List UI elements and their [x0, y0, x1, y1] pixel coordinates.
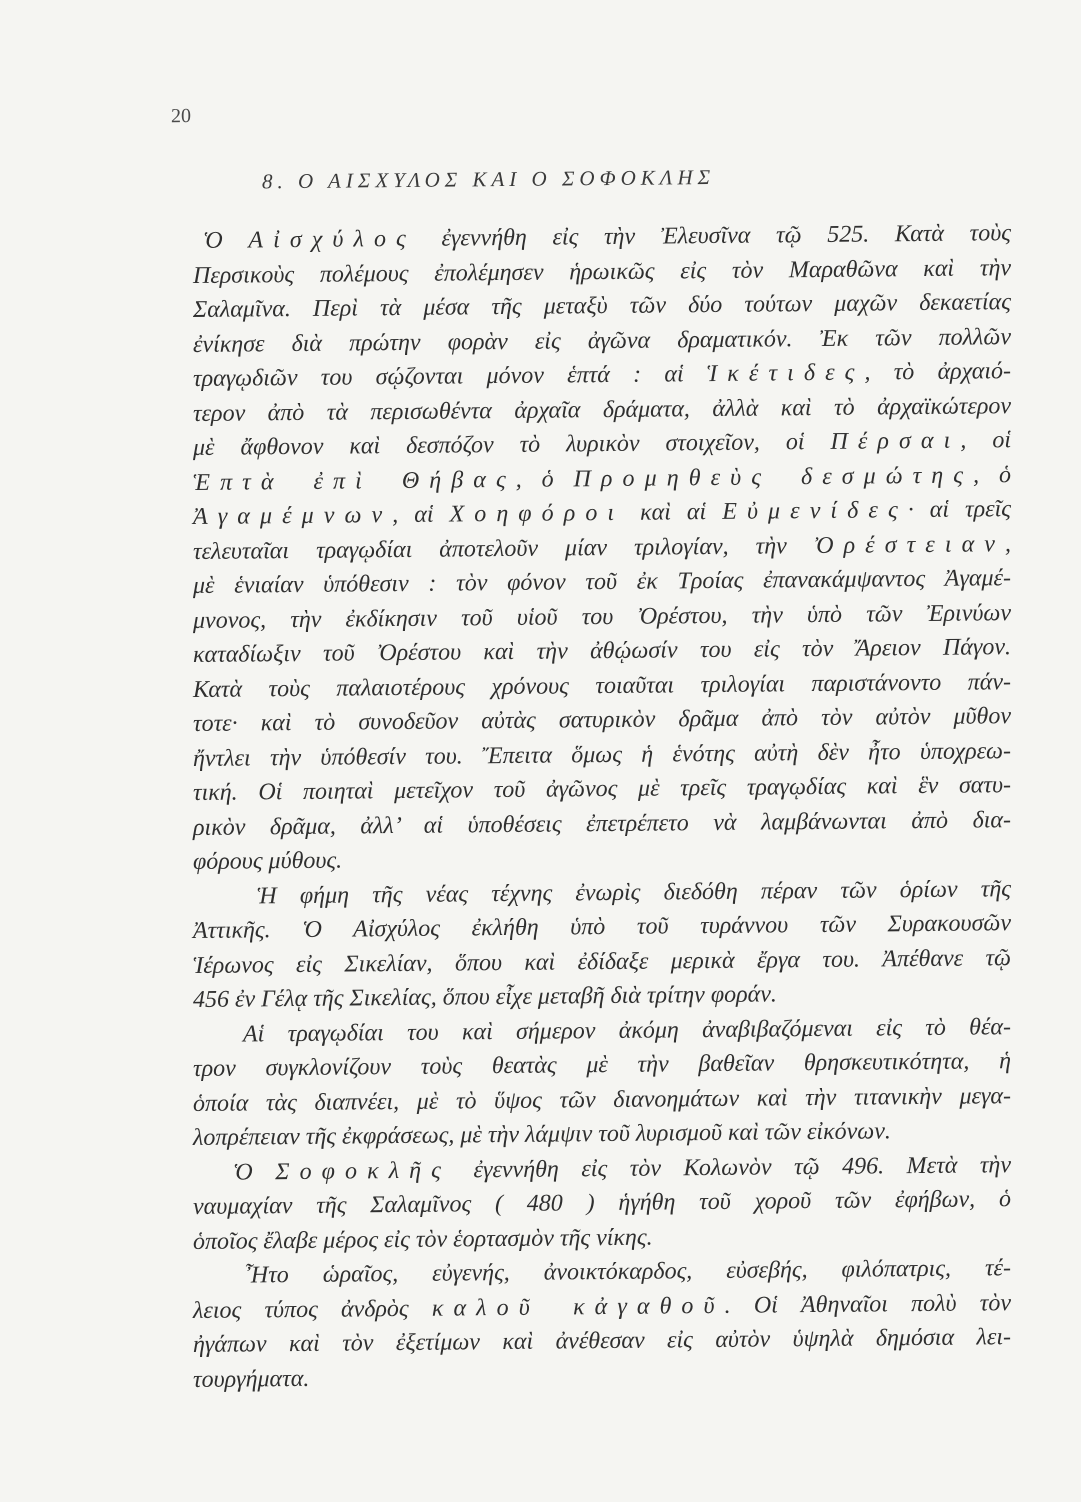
spaced-emphasis: Χοηφόροι — [449, 499, 625, 528]
text-run: . Οἱ Ἀθηναῖοι πολὺ τὸν — [724, 1289, 1012, 1319]
text-run: καταδίωξιν τοῦ Ὀρέστου καὶ τὴν ἀθῴωσίν του εἰς τὸν Ἄρειον Πάγον. — [193, 634, 1011, 668]
spaced-emphasis: Ὀρέστειαν — [813, 530, 1005, 559]
text-run: μὲ ἑνιαίαν ὑπόθεσιν : τὸν φόνον τοῦ ἐκ Τροίας ἐπανακάμψαντος Ἀγαμέ- — [193, 565, 1011, 599]
spaced-emphasis: Προμηθεὺς δεσμώτης — [573, 462, 974, 492]
text-run: Ὁ — [203, 227, 249, 254]
text-run: ὁποῖος ἔλαβε μέρος εἰς τὸν ἑορτασμὸν τῆς νίκης. — [193, 1224, 653, 1255]
text-run: ἐγεννήθη εἰς τὸν Κολωνὸν τῷ 496. Μετὰ τὴν — [450, 1151, 1011, 1184]
text-run: τουργήματα. — [193, 1365, 310, 1393]
spaced-emphasis: Ἀγαμέμνων — [193, 502, 393, 530]
text-run: τρον συγκλονίζουν τοὺς θεατὰς μὲ τὴν βαθεῖαν θρησκευτικότητα, ἡ — [193, 1048, 1011, 1082]
text-run: τραγῳδιῶν του σῴζονται μόνον ἑπτά : αἱ — [193, 361, 707, 392]
text-run: ἐγεννήθη εἰς τὴν Ἐλευσῖνα τῷ 525. Κατὰ τοὺς — [415, 220, 1011, 252]
text-run: Περσικοὺς πολέμους ἐπολέμησεν ἡρωικῶς εἰς τὸν Μαραθῶνα καὶ τὴν — [193, 254, 1011, 289]
text-run: , τὸ ἀρχαιό- — [864, 358, 1011, 386]
text-run: ἤντλει τὴν ὑπόθεσίν του. Ἔπειτα ὅμως ἡ ἑνότης αὐτὴ δὲν ἦτο ὑποχρεω- — [193, 737, 1011, 772]
text-run: ὁποία τὰς διαπνέει, μὲ τὸ ὕψος τῶν διανοημάτων καὶ τὴν τιτανικὴν μεγα- — [193, 1082, 1011, 1117]
text-run: · αἱ τρεῖς — [907, 496, 1011, 524]
text-run: ἠγάπων καὶ τὸν ἐξετίμων καὶ ἀνέθεσαν εἰς αὐτὸν ὑψηλὰ δημόσια λει- — [193, 1324, 1011, 1358]
text-run: λοπρέπειαν τῆς ἐκφράσεως, μὲ τὴν λάμψιν τοῦ λυρισμοῦ καὶ τῶν εἰκόνων. — [193, 1118, 891, 1151]
text-run: , αἱ — [392, 501, 450, 529]
text-run: Αἱ τραγῳδίαι του καὶ σήμερον ἀκόμη ἀναβιβαζόμεναι εἰς τὸ θέα- — [243, 1013, 1011, 1048]
text-run: τερον ἀπὸ τὰ περισωθέντα ἀρχαῖα δράματα, ἀλλὰ καὶ τὸ ἀρχαϊκώτερον — [193, 392, 1011, 427]
paragraph — [193, 872, 1011, 1018]
spaced-emphasis: Πέρσαι — [830, 427, 961, 455]
spaced-emphasis: Ἱκέτιδες — [706, 359, 865, 388]
text-run: Ἦτο ὡραῖος, εὐγενής, ἀνοικτόκαρδος, εὐσεβής, φιλόπατρις, τέ- — [245, 1255, 1011, 1289]
text-run: τελευταῖαι τραγῳδίαι ἀποτελοῦν μίαν τριλογίαν, τὴν — [193, 532, 814, 565]
text-run: Ὁ — [233, 1158, 276, 1186]
text-run: ἐνίκησε διὰ πρώτην φορὰν εἰς ἀγῶνα δραματικόν. Ἐκ τῶν πολλῶν — [193, 323, 1011, 358]
text-run: , — [1005, 530, 1011, 557]
text-run: 456 ἐν Γέλᾳ τῆς Σικελίας, ὅπου εἶχε μεταβῆ διὰ τρίτην φοράν. — [193, 981, 777, 1013]
text-run: , οἱ — [960, 427, 1011, 454]
text-run: Ἡ φήμη τῆς νέας τέχνης ἐνωρὶς διεδόθη πέραν τῶν ὁρίων τῆς — [257, 875, 1011, 909]
text-run: μὲ ἄφθονον καὶ δεσπόζον τὸ λυρικὸν στοιχεῖον, οἱ — [193, 428, 831, 461]
spaced-emphasis: Ἑπτὰ ἐπὶ Θήβας — [193, 466, 516, 496]
text-run: ναυμαχίαν τῆς Σαλαμῖνος ( 480 ) ἡγήθη τοῦ χοροῦ τῶν ἐφήβων, ὁ — [193, 1186, 1011, 1220]
text-run: φόρους μύθους. — [193, 847, 343, 875]
text-run: τοτε· καὶ τὸ συνοδεῦον αὐτὰς σατυρικὸν δρᾶμα ἀπὸ τὸν αὐτὸν μῦθον — [193, 703, 1011, 737]
section-title: 8. Ο ΑΙΣΧΥΛΟΣ ΚΑΙ Ο ΣΟΦΟΚΛΗΣ — [262, 164, 716, 194]
page-number: 20 — [171, 105, 191, 128]
text-run: Κατὰ τοὺς παλαιοτέρους χρόνους τοιαῦται τριλογίαι παριστάνοντο πάν- — [193, 668, 1011, 703]
text-run: τική. Οἱ ποιηταὶ μετεῖχον τοῦ ἀγῶνος μὲ τρεῖς τραγῳδίας καὶ ἓν σατυ- — [193, 772, 1011, 806]
text-run: , ὁ — [515, 465, 574, 493]
text-run: Ἱέρωνος εἰς Σικελίαν, ὅπου καὶ ἐδίδαξε μερικὰ ἔργα του. Ἀπέθανε τῷ — [193, 944, 1011, 979]
text-run: ρικὸν δρᾶμα, ἀλλ’ αἱ ὑποθέσεις ἐπετρέπετο νὰ λαμβάνωνται ἀπὸ δια- — [193, 806, 1011, 841]
text-run: , ὁ — [973, 461, 1011, 489]
paragraph — [193, 216, 1011, 879]
paragraph — [193, 1148, 1011, 1259]
spaced-emphasis: Εὐμενίδες — [722, 497, 908, 525]
text-run: μνονος, τὴν ἐκδίκησιν τοῦ υἱοῦ του Ὀρέστου, τὴν ὑπὸ τῶν Ἐρινύων — [193, 599, 1011, 634]
text-run: Ἀττικῆς. Ὁ Αἰσχύλος ἐκλήθη ὑπὸ τοῦ τυράννου τῶν Συρακουσῶν — [193, 910, 1011, 944]
paragraph — [193, 1251, 1011, 1397]
spaced-emphasis: Αἰσχύλος — [248, 225, 416, 254]
body-text — [193, 216, 1011, 1397]
paragraph — [193, 1010, 1011, 1156]
text-run: λειος τύπος ἀνδρὸς — [193, 1295, 432, 1324]
text-run: καὶ αἱ — [624, 498, 723, 526]
spaced-emphasis: καλοῦ κἀγαθοῦ — [431, 1292, 725, 1322]
text-run: Σαλαμῖνα. Περὶ τὰ μέσα τῆς μεταξὺ τῶν δύο τούτων μαχῶν δεκαετίας — [193, 289, 1011, 323]
spaced-emphasis: Σοφοκλῆς — [275, 1157, 451, 1185]
